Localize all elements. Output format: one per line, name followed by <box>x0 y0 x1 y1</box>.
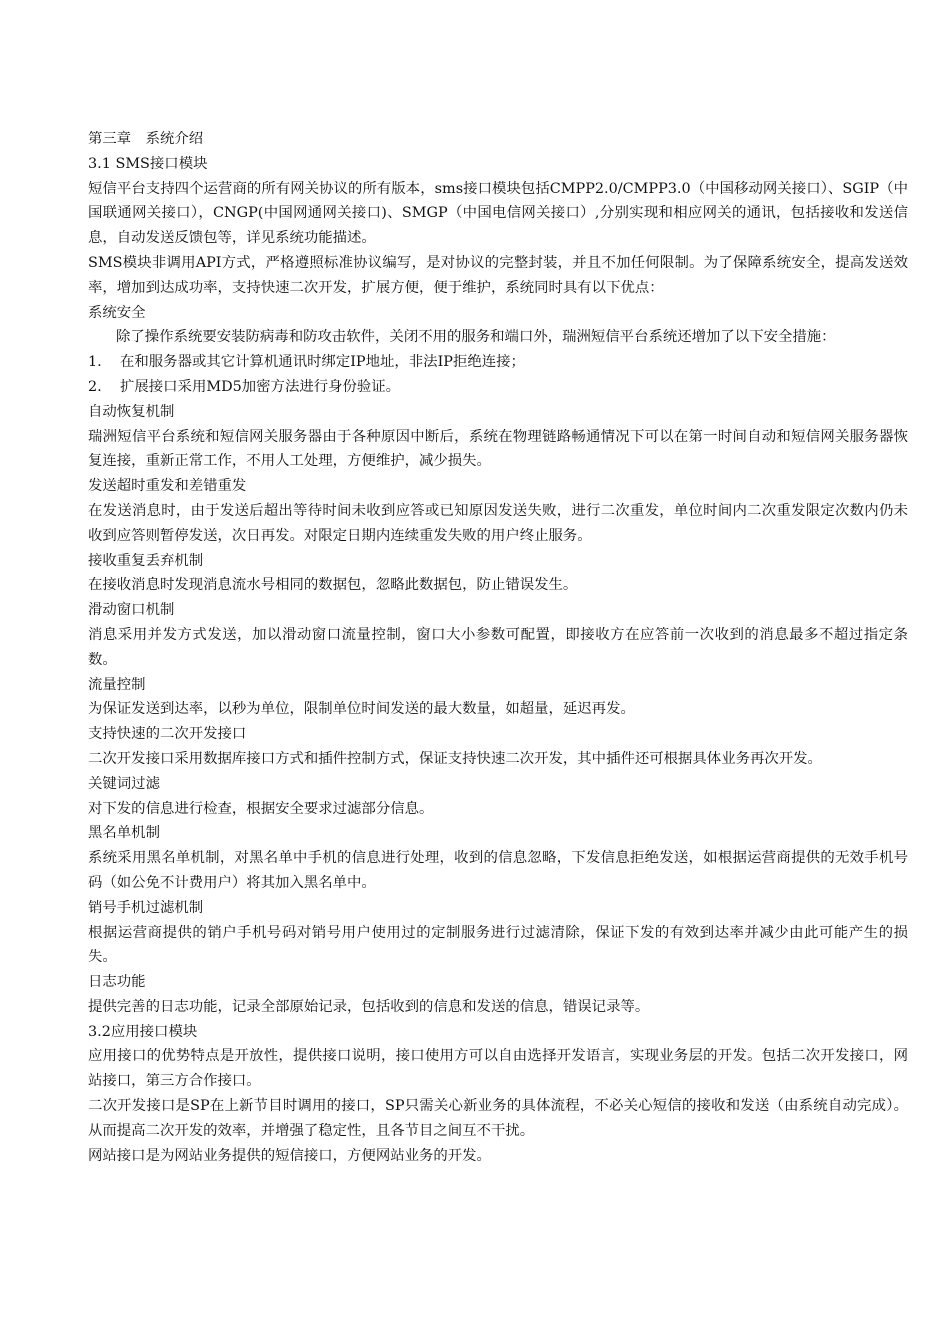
heading-sliding-window: 滑动窗口机制 <box>88 602 175 619</box>
list-item-number: 1. <box>88 354 102 371</box>
paragraph-keyword-filter: 对下发的信息进行检查，根据安全要求过滤部分信息。 <box>88 800 434 817</box>
paragraph-duplicate-discard: 在接收消息时发现消息流水号相同的数据包，忽略此数据包，防止错误发生。 <box>88 577 578 594</box>
list-item-number: 2. <box>88 378 102 395</box>
section-heading-3-2: 3.2应用接口模块 <box>88 1023 198 1040</box>
paragraph-flow-control: 为保证发送到达率，以秒为单位，限制单位时间发送的最大数量，如超量，延迟再发。 <box>88 701 635 718</box>
heading-resend: 发送超时重发和差错重发 <box>88 478 247 495</box>
heading-dev-interface: 支持快速的二次开发接口 <box>88 726 247 743</box>
heading-flow-control: 流量控制 <box>88 676 146 693</box>
heading-keyword-filter: 关键词过滤 <box>88 775 160 792</box>
paragraph-cancel-filter: 根据运营商提供的销户手机号码对销号用户使用过的定制服务进行过滤清除，保证下发的有效到达率并减少由此可能产生的损失。 <box>88 924 908 966</box>
paragraph-app-3: 网站接口是为网站业务提供的短信接口，方便网站业务的开发。 <box>88 1147 491 1164</box>
list-item <box>88 375 908 400</box>
paragraph-app-1: 应用接口的优势特点是开放性，提供接口说明，接口使用方可以自由选择开发语言，实现业务层的开发。包括二次开发接口，网站接口，第三方合作接口。 <box>88 1048 908 1090</box>
paragraph-sliding-window: 消息采用并发方式发送，加以滑动窗口流量控制，窗口大小参数可配置，即接收方在应答前一次收到的消息最多不超过指定条数。 <box>88 626 908 668</box>
heading-auto-recover: 自动恢复机制 <box>88 403 175 420</box>
section-heading-3-1: 3.1 SMS接口模块 <box>88 155 208 172</box>
paragraph-dev-interface: 二次开发接口采用数据库接口方式和插件控制方式，保证支持快速二次开发，其中插件还可根据具体业务再次开发。 <box>88 750 822 767</box>
paragraph-intro-1: 短信平台支持四个运营商的所有网关协议的所有版本，sms接口模块包括CMPP2.0/CMPP3.0（中国移动网关接口）、SGIP（中国联通网关接口），CNGP(中国网通网关接口)、SMGP（中国电信网关接口）,分别实现和相应网关的通讯，包括接收和发送信息，自动发送反馈包等，详见系统功能描述。 <box>88 180 908 247</box>
document-body <box>88 127 908 1168</box>
heading-cancel-filter: 销号手机过滤机制 <box>88 899 204 916</box>
paragraph-log: 提供完善的日志功能，记录全部原始记录，包括收到的信息和发送的信息，错误记录等。 <box>88 998 650 1015</box>
heading-blacklist: 黑名单机制 <box>88 825 160 842</box>
list-item-text: 在和服务器或其它计算机通讯时绑定IP地址，非法IP拒绝连接； <box>120 354 525 371</box>
paragraph-auto-recover: 瑞洲短信平台系统和短信网关服务器由于各种原因中断后，系统在物理链路畅通情况下可以在第一时间自动和短信网关服务器恢复连接，重新正常工作，不用人工处理，方便维护，减少损失。 <box>88 428 908 470</box>
list-item <box>88 350 908 375</box>
heading-duplicate-discard: 接收重复丢弃机制 <box>88 552 204 569</box>
list-item-text: 扩展接口采用MD5加密方法进行身份验证。 <box>120 378 401 395</box>
paragraph-blacklist: 系统采用黑名单机制，对黑名单中手机的信息进行处理，收到的信息忽略，下发信息拒绝发送，如根据运营商提供的无效手机号码（如公免不计费用户）将其加入黑名单中。 <box>88 850 908 891</box>
heading-log: 日志功能 <box>88 974 146 991</box>
heading-system-security: 系统安全 <box>88 304 146 321</box>
paragraph-app-2: 二次开发接口是SP在上新节目时调用的接口，SP只需关心新业务的具体流程，不必关心短信的接收和发送（由系统自动完成）。从而提高二次开发的效率，并增强了稳定性，且各节目之间互不干扰。 <box>88 1098 908 1139</box>
paragraph-security: 除了操作系统要安装防病毒和防攻击软件，关闭不用的服务和端口外，瑞洲短信平台系统还增加了以下安全措施： <box>116 329 836 346</box>
chapter-title: 第三章 系统介绍 <box>88 131 204 147</box>
paragraph-resend: 在发送消息时，由于发送后超出等待时间未收到应答或已知原因发送失败，进行二次重发，单位时间内二次重发限定次数内仍未收到应答则暂停发送，次日再发。对限定日期内连续重发失败的用户终止服务。 <box>88 502 908 544</box>
paragraph-intro-2: SMS模块非调用API方式，严格遵照标准协议编写，是对协议的完整封装，并且不加任何限制。为了保障系统安全，提高发送效率，增加到达成功率，支持快速二次开发，扩展方便，便于维护，系统同时具有以下优点： <box>88 254 908 296</box>
